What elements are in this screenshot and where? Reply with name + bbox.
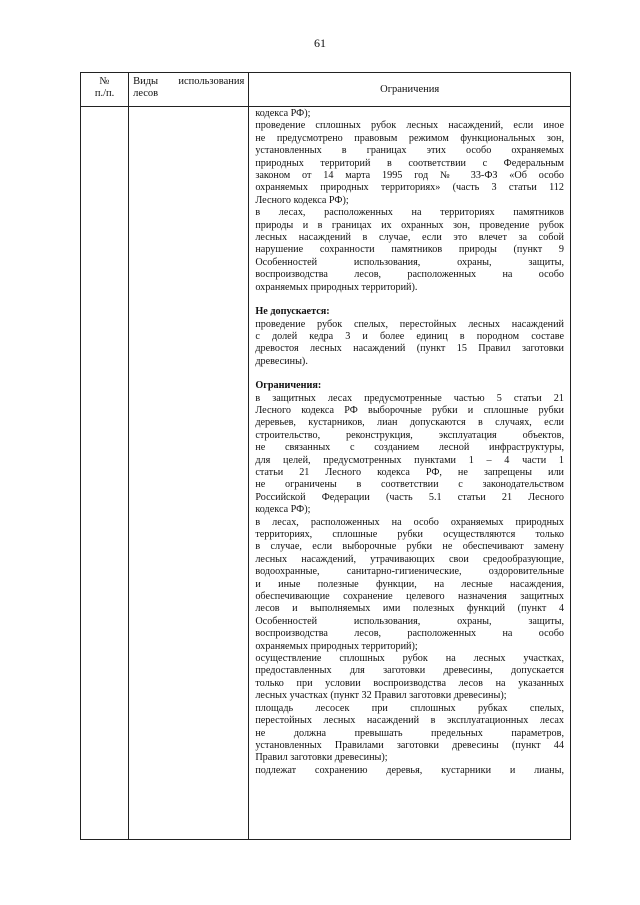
text-line: в защитных лесах предусмотренные частью 5 статьи 21 [255,392,564,404]
header-forest-use-line2: лесов [133,88,159,99]
text-line: установленных в границах этих особо охраняемых [255,145,564,157]
restrictions-block-2 [255,319,564,369]
text-line: установленных Правилами заготовки древесины (пункт 44 [255,739,564,751]
header-number-symbol: № [99,76,110,87]
text-line: Особенностей использования, охраны, защиты, [255,615,564,627]
text-line: площадь лесосек при сплошных рубках спелых, [255,702,564,714]
text-line: только при условии воспроизводства лесов на указанных [255,677,564,689]
text-line: территориях, сплошные рубки осуществляются только [255,529,564,540]
section-heading-not-allowed: Не допускается: [255,306,330,318]
text-line: Правил заготовки древесины); [255,752,388,764]
text-line: Лесного кодекса РФ выборочные рубки и сплошные рубки [255,404,564,416]
text-line: подлежат сохранению деревья, кустарники и лианы, [255,764,564,776]
table-body-row [81,107,571,840]
text-line: осуществление сплошных рубок на лесных участках, [255,653,564,665]
text-line: строительство, реконструкция, эксплуатация объектов, [255,429,564,441]
header-forest-use-line1: Виды использования [133,76,245,87]
text-line: Особенностей использования, охраны, защиты, [255,256,564,268]
text-line: охраняемых природных территориях» (часть 3 статьи 112 [255,182,564,194]
text-line: лесных участках (пункт 32 Правил заготовки древесины); [255,690,507,702]
text-line: обеспечивающие сохранение целевого назначения защитных [255,591,564,603]
header-number-cell [81,73,129,107]
text-line: воспроизводства лесов, расположенных на особо [255,269,564,281]
text-line: нарушение сохранности памятников природы (пункт 9 [255,244,564,256]
restrictions-block-3 [255,393,564,778]
text-line: в лесах, расположенных на особо охраняемых природных [255,516,564,528]
restrictions-block-1 [255,108,564,294]
text-line: перестойных лесных насаждений в эксплуатационных лесах [255,715,564,727]
table-header-row [81,73,571,107]
text-line: Российской Федерации (часть 5.1 статьи 21 Лесного [255,491,564,503]
restrictions-table [80,72,571,840]
text-line: лесных насаждений в случае, если это влечет за собой [255,232,564,244]
header-restrictions-cell [249,73,571,107]
text-line: лесов и выполняемых ими полезных функций (пункт 4 [255,603,564,615]
text-line: Лесного кодекса РФ); [255,194,349,206]
text-line: природных территорий в соответствии с Федеральным [255,157,564,169]
header-restrictions-label: Ограничения [380,83,440,95]
text-line: лесных насаждений, утрачивающих свои средообразующие, [255,553,564,565]
restrictions-cell [249,107,571,840]
forest-use-cell [129,107,249,840]
header-forest-use-cell [129,73,249,107]
text-line: природы и в границах их охранных зон, проведение рубок [255,219,564,231]
text-line: и иные полезные функции, на лесные насаждения, [255,578,564,590]
text-line: деревьев, кустарников, лиан допускаются в случаях, если [255,417,564,429]
text-line: для целей, предусмотренных пунктами 1 – 4 части 1 [255,454,564,466]
text-line: охраняемых природных территорий). [255,281,418,293]
text-line: воспроизводства лесов, расположенных на особо [255,628,564,640]
text-line: не должна превышать предельных параметров, [255,727,564,739]
header-number-label: п./п. [94,88,115,99]
text-line: древостоя лесных насаждений (пункт 15 Правил заготовки [255,343,564,355]
page-number: 61 [314,36,326,50]
section-heading-restrictions: Ограничения: [255,380,322,392]
text-line: кодекса РФ); [255,504,311,516]
text-line: древесины). [255,355,308,367]
text-line: проведение сплошных рубок лесных насаждений, если иное [255,120,564,132]
text-line: охраняемых природных территорий); [255,640,418,652]
text-line: статьи 21 Лесного кодекса РФ, не запрещены или [255,466,564,478]
text-line: кодекса РФ); [255,108,311,119]
text-line: в случае, если выборочные рубки не обеспечивают замену [255,541,564,553]
text-line: не предусмотрено правовым режимом функциональных зон, [255,132,564,144]
number-cell [81,107,129,840]
text-line: водоохранные, санитарно-гигиенические, оздоровительные [255,566,564,578]
text-line: с долей кедра 3 и более единиц в породном составе [255,330,564,342]
text-line: не связанных с созданием лесной инфраструктуры, [255,442,564,454]
text-line: не ограничены в соответствии с законодательством [255,479,564,491]
text-line: проведение рубок спелых, перестойных лесных насаждений [255,318,564,330]
text-line: законом от 14 марта 1995 год № 33-ФЗ «Об особо [255,170,564,182]
text-line: в лесах, расположенных на территориях памятников [255,207,564,219]
text-line: предоставленных для заготовки древесины, допускается [255,665,564,677]
